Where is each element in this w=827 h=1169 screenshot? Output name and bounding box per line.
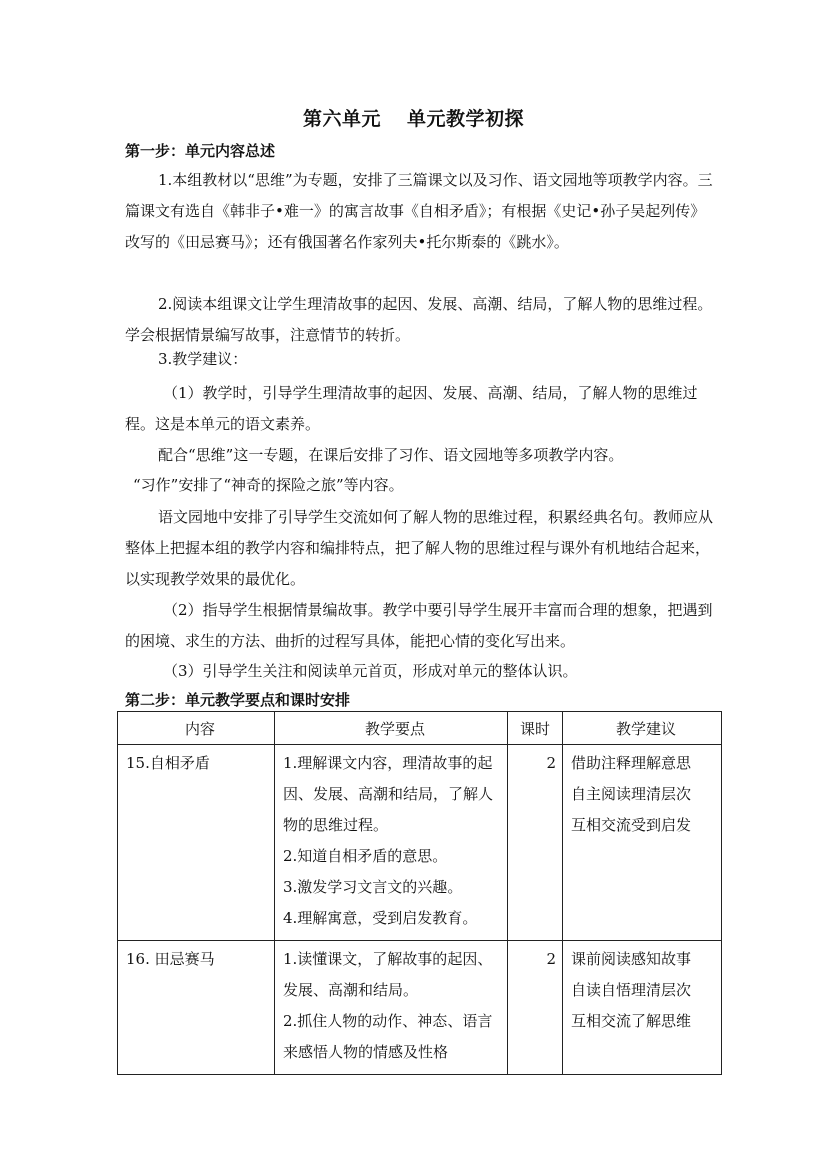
step1-para2: 2.阅读本组课文让学生理清故事的起因、发展、高潮、结局，了解人物的思维过程。学会根据情景编写故事，注意情节的转折。 — [125, 295, 713, 344]
step2-heading: 第二步：单元教学要点和课时安排 — [125, 691, 351, 709]
row1-point-1: 1.理解课文内容，理清故事的起因、发展、高潮和结局，了解人物的思维过程。 — [283, 754, 494, 834]
row1-suggestion-3: 互相交流受到启发 — [571, 816, 692, 834]
table-row — [118, 745, 722, 941]
row1-point-3: 3.激发学习文言文的兴趣。 — [283, 878, 463, 896]
row2-points — [275, 941, 508, 1075]
table-row — [118, 941, 722, 1075]
row1-point-4: 4.理解寓意，受到启发教育。 — [283, 909, 478, 927]
lesson-table — [117, 711, 722, 1075]
row1-suggestion-1: 借助注释理解意思 — [571, 754, 692, 772]
step1-para4: （1）教学时，引导学生理清故事的起因、发展、高潮、结局，了解人物的思维过程。这是本单元的语文素养。 — [125, 384, 698, 433]
row2-content: 16. 田忌赛马 — [118, 941, 275, 1075]
step1-heading: 第一步：单元内容总述 — [125, 142, 276, 160]
step1-para6: “习作”安排了“神奇的探险之旅”等内容。 — [133, 476, 404, 494]
step1-para3: 3.教学建议： — [158, 350, 248, 368]
title-topic: 单元教学初探 — [407, 108, 525, 130]
row1-suggestion-2: 自主阅读理清层次 — [571, 785, 692, 803]
header-points: 教学要点 — [275, 712, 508, 745]
page-title — [0, 104, 827, 131]
row1-suggestions — [563, 745, 722, 941]
row2-suggestion-2: 自读自悟理清层次 — [571, 981, 692, 999]
title-unit: 第六单元 — [302, 108, 381, 130]
row2-hours: 2 — [508, 941, 563, 1075]
step1-para1: 1.本组教材以“思维”为专题，安排了三篇课文以及习作、语文园地等项教学内容。三篇课文有选自《韩非子•难一》的寓言故事《自相矛盾》；有根据《史记•孙子吴起列传》改写的《田忌赛马》；还有俄国著名作家列夫•托尔斯泰的《跳水》。 — [125, 171, 713, 251]
row2-suggestion-1: 课前阅读感知故事 — [571, 950, 692, 968]
row2-suggestions — [563, 941, 722, 1075]
row1-content: 15.自相矛盾 — [118, 745, 275, 941]
step1-para9: （3）引导学生关注和阅读单元首页，形成对单元的整体认识。 — [163, 662, 578, 680]
row1-hours: 2 — [508, 745, 563, 941]
header-content: 内容 — [118, 712, 275, 745]
row2-point-1: 1.读懂课文，了解故事的起因、发展、高潮和结局。 — [283, 950, 493, 999]
step1-para8: （2）指导学生根据情景编故事。教学中要引导学生展开丰富而合理的想象，把遇到的困境、求生的方法、曲折的过程写具体，能把心情的变化写出来。 — [125, 601, 713, 650]
step1-para7: 语文园地中安排了引导学生交流如何了解人物的思维过程，积累经典名句。教师应从整体上把握本组的教学内容和编排特点，把了解人物的思维过程与课外有机地结合起来，以实现教学效果的最优化。 — [125, 508, 714, 588]
table-header-row — [118, 712, 722, 745]
row1-points — [275, 745, 508, 941]
header-hours: 课时 — [508, 712, 563, 745]
header-suggestions: 教学建议 — [563, 712, 722, 745]
step1-para5: 配合“思维”这一专题，在课后安排了习作、语文园地等多项教学内容。 — [158, 446, 624, 464]
row2-suggestion-3: 互相交流了解思维 — [571, 1012, 692, 1030]
row1-point-2: 2.知道自相矛盾的意思。 — [283, 847, 448, 865]
row2-point-2: 2.抓住人物的动作、神态、语言来感悟人物的情感及性格 — [283, 1012, 493, 1061]
